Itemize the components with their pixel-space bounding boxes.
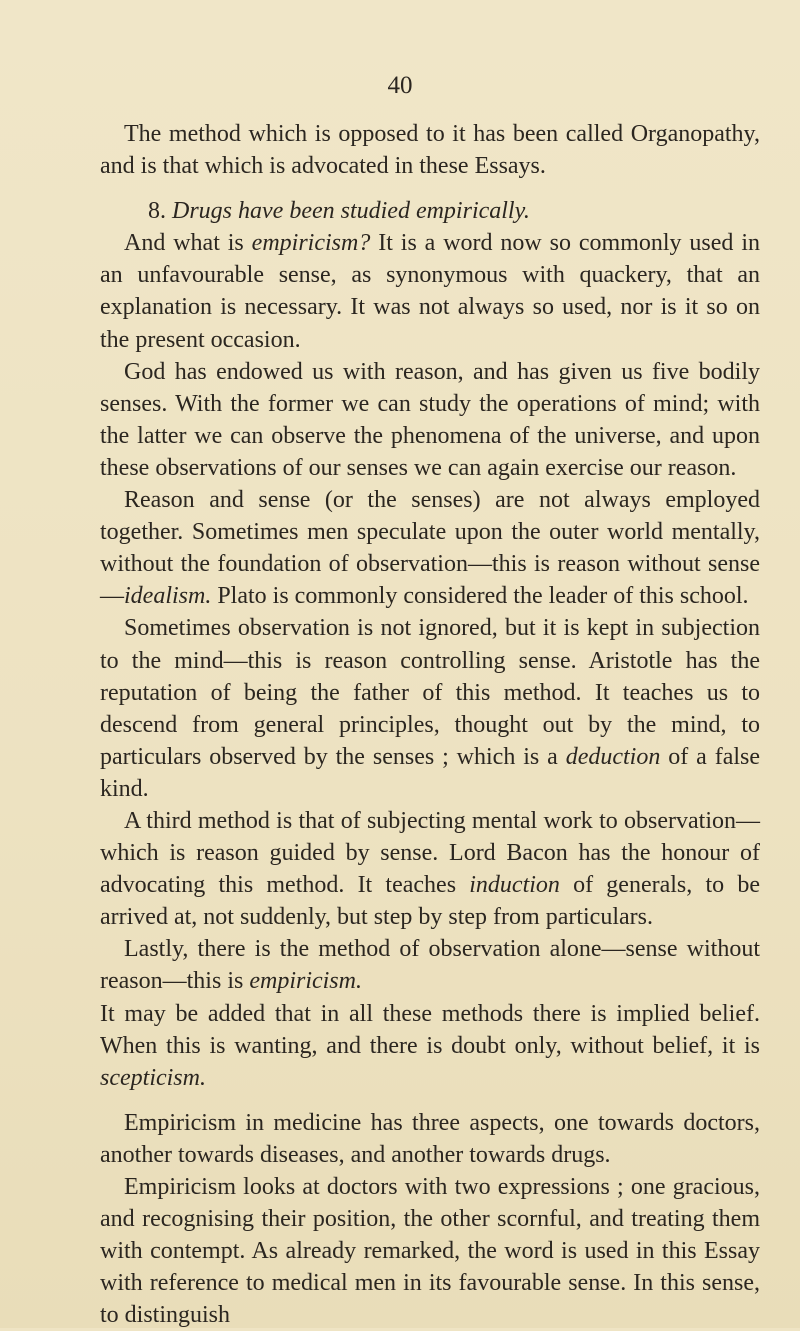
paragraph-empiricism-definition: And what is empiricism? It is a word now so commonly used in an unfavourable sense, as synonymous with quackery, that an explanation is necessary. It was not always so used, nor is it so on the present occasion. xyxy=(100,230,760,353)
body-text xyxy=(100,118,760,1331)
paragraph-organopathy: The method which is opposed to it has been called Organopathy, and is that which is advocated in these Essays. xyxy=(100,121,760,180)
paragraph-deduction: Sometimes observation is not ignored, but it is kept in subjection to the mind—this is reason controlling sense. Aristotle has the reputation of being the father of this method. It teaches us to descend from general principles, thought out by the mind, to particulars observed by the senses ; which is a deduction of a false kind. xyxy=(100,615,761,802)
paragraph-reason-senses: God has endowed us with reason, and has given us five bodily senses. With the former we can study the operations of mind; with the latter we can observe the phenomena of the universe, and upon these observations of our senses we can again exercise our reason. xyxy=(100,358,760,481)
paragraph-empiricism-aspects: Empiricism in medicine has three aspects, one towards doctors, another towards diseases, and another towards drugs. xyxy=(100,1109,760,1168)
section-heading xyxy=(100,195,760,227)
page-number: 40 xyxy=(387,72,413,99)
paragraph-scepticism: It may be added that in all these methods there is implied belief. When this is wanting, and there is doubt only, without belief, it is scepticism. xyxy=(100,1000,760,1091)
paragraph-idealism: Reason and sense (or the senses) are not always employed together. Sometimes men speculate upon the outer world mentally, without the foundation of observation—this is reason without sense—idealism. Plato is commonly considered the leader of this school. xyxy=(100,487,760,610)
paragraph-doctors: Empiricism looks at doctors with two expressions ; one gracious, and recognising their position, the other scornful, and treating them with contempt. As already remarked, the word is used in this Essay with reference to medical men in its favourable sense. In this sense, to distinguish xyxy=(100,1174,760,1329)
paragraph-empiricism-method: Lastly, there is the method of observation alone—sense without reason—this is empiricism. xyxy=(100,936,760,995)
paragraph-induction: A third method is that of subjecting mental work to observation—which is reason guided by sense. Lord Bacon has the honour of advocating this method. It teaches induction of generals, to be arrived at, not suddenly, but step by step from particulars. xyxy=(100,807,760,931)
section-title: Drugs have been studied empirically. xyxy=(172,198,530,225)
section-number: 8. xyxy=(148,198,166,225)
